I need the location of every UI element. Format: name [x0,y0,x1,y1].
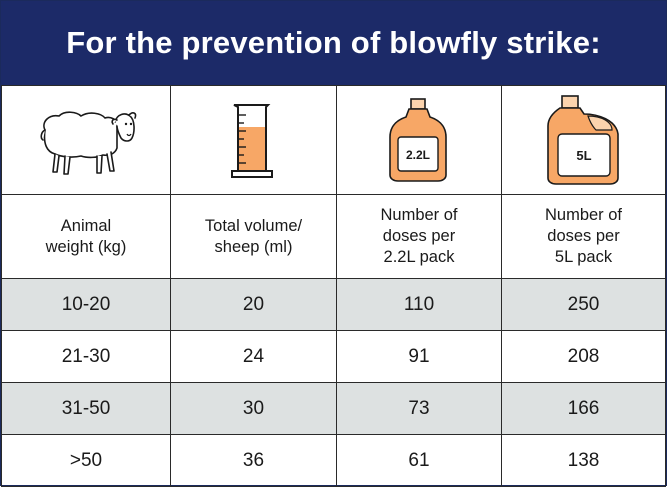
header-total-volume: Total volume/ sheep (ml) [171,195,337,279]
bottle-5l-cell [502,86,666,195]
weight-cell: 10-20 [2,279,171,331]
bottle-5l-label: 5L [575,148,592,163]
doses-5l-cell: 250 [502,279,666,331]
bottle-5l-icon [544,92,624,188]
volume-cell: 36 [171,435,337,487]
doses-5l-cell: 138 [502,435,666,487]
table-title: For the prevention of blowfly strike: [1,1,666,85]
header-row [2,195,666,279]
table-row [2,435,666,487]
volume-cell: 30 [171,383,337,435]
table-row [2,331,666,383]
volume-cell: 24 [171,331,337,383]
header-doses-2-2l: Number of doses per 2.2L pack [337,195,502,279]
doses-5l-cell: 166 [502,383,666,435]
doses-2-2l-cell: 73 [337,383,502,435]
doses-2-2l-cell: 91 [337,331,502,383]
header-doses-5l: Number of doses per 5L pack [502,195,666,279]
cylinder-cell [171,86,337,195]
doses-2-2l-cell: 110 [337,279,502,331]
measuring-cylinder-icon [224,97,284,183]
doses-5l-cell: 208 [502,331,666,383]
sheep-icon [31,100,141,180]
table-row [2,279,666,331]
table-row [2,383,666,435]
doses-2-2l-cell: 61 [337,435,502,487]
bottle-2-2l-icon [384,95,454,185]
bottle-2-2l-cell [337,86,502,195]
weight-cell: 31-50 [2,383,171,435]
weight-cell: 21-30 [2,331,171,383]
header-animal-weight: Animal weight (kg) [2,195,171,279]
dosage-grid [1,85,666,487]
sheep-cell [2,86,171,195]
bottle-2-2l-label: 2.2L [405,148,431,162]
volume-cell: 20 [171,279,337,331]
weight-cell: >50 [2,435,171,487]
icon-row [2,86,666,195]
